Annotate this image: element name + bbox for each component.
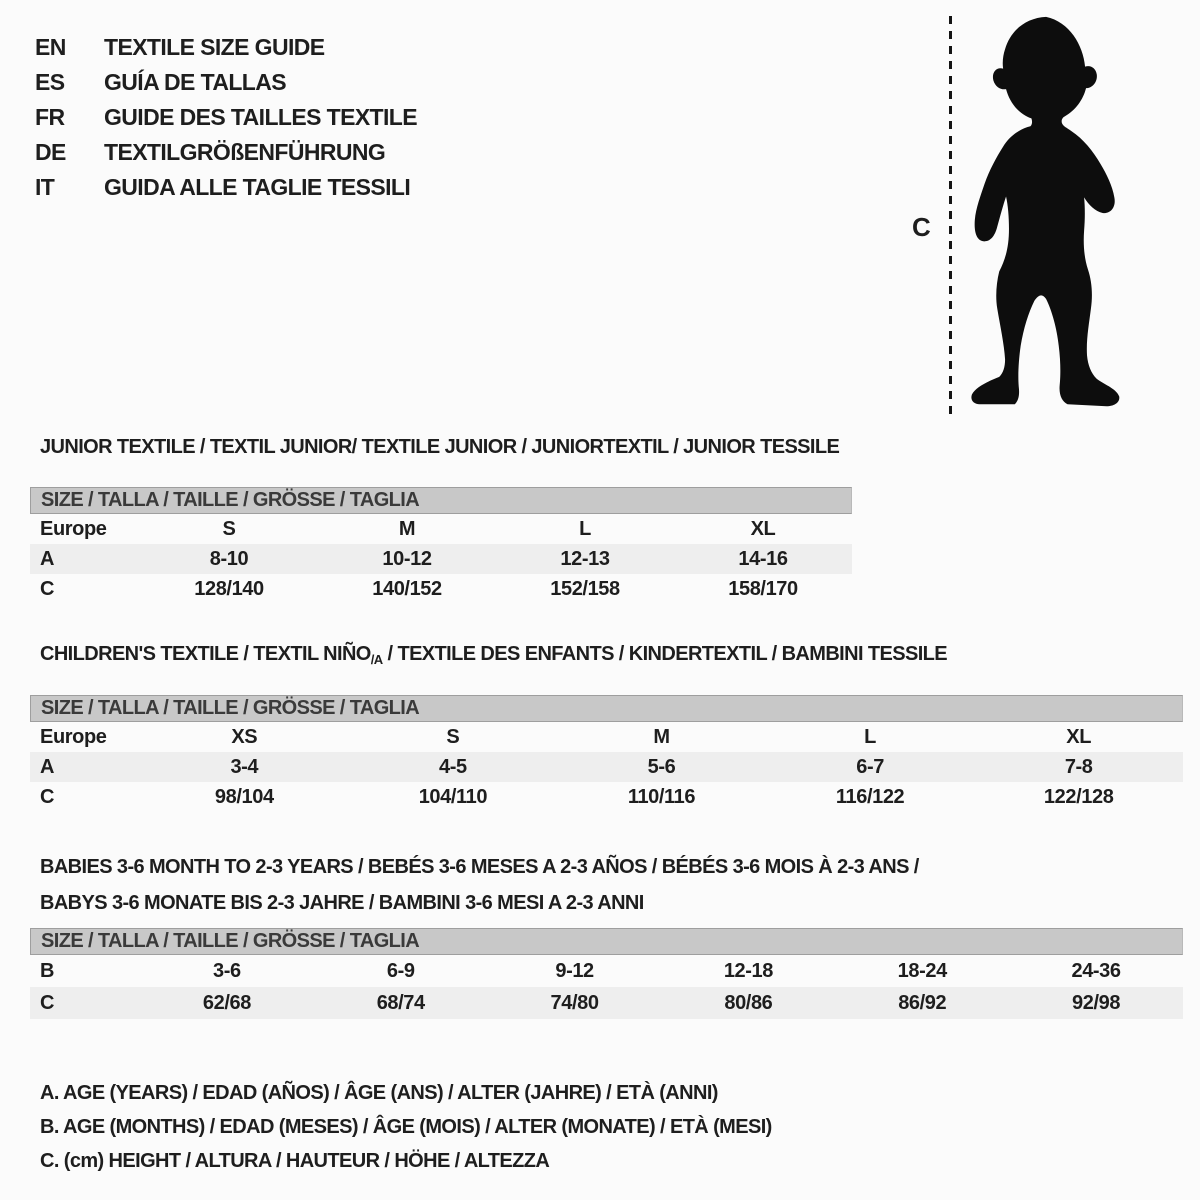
age-cell: 7-8: [1064, 755, 1093, 778]
height-cell: 140/152: [372, 577, 442, 600]
size-cell: S: [222, 517, 236, 540]
height-cell: 128/140: [194, 577, 264, 600]
row-label: Europe: [40, 725, 107, 748]
age-cell: 3-4: [230, 755, 259, 778]
height-cell: 68/74: [376, 991, 425, 1014]
language-title: GUIDA ALLE TAGLIE TESSILI: [104, 174, 411, 200]
age-cell: 4-5: [439, 755, 467, 778]
language-title: TEXTILE SIZE GUIDE: [104, 34, 325, 60]
height-measure-label: C: [912, 212, 931, 242]
height-cell: 110/116: [627, 785, 696, 808]
language-title: TEXTILGRÖßENFÜHRUNG: [104, 139, 386, 165]
age-cell: 6-9: [386, 959, 415, 982]
height-cell: 104/110: [418, 785, 488, 808]
language-code: IT: [35, 174, 55, 200]
age-cell: 5-6: [647, 755, 676, 778]
language-row-fr: [35, 100, 417, 135]
language-code: DE: [35, 139, 66, 165]
height-cell: 86/92: [898, 991, 947, 1014]
age-cell: 8-10: [209, 547, 249, 570]
table-row-europe: [30, 514, 852, 544]
language-list: [35, 30, 417, 205]
children-size-table: [30, 695, 1183, 812]
children-title-post: / TEXTILE DES ENFANTS / KINDERTEXTIL / BAMBINI TESSILE: [382, 643, 948, 665]
language-code: FR: [35, 104, 65, 130]
row-label: Europe: [40, 517, 107, 540]
age-cell: 24-36: [1071, 959, 1121, 982]
language-row-es: [35, 65, 417, 100]
row-label: C: [40, 577, 55, 600]
babies-size-table: [30, 928, 1183, 1019]
age-cell: 12-13: [560, 547, 610, 570]
children-section-title: [40, 643, 947, 667]
children-size-header-bar: SIZE / TALLA / TAILLE / GRÖSSE / TAGLIA: [30, 695, 1183, 722]
row-label: A: [40, 755, 55, 778]
junior-section-title: JUNIOR TEXTILE / TEXTIL JUNIOR/ TEXTILE JUNIOR / JUNIORTEXTIL / JUNIOR TESSILE: [40, 436, 840, 458]
size-cell: S: [446, 725, 460, 748]
table-row-age-years: [30, 752, 1183, 782]
children-title-sub: /A: [370, 652, 383, 667]
babies-size-header-bar: SIZE / TALLA / TAILLE / GRÖSSE / TAGLIA: [30, 928, 1183, 955]
age-cell: 18-24: [897, 959, 947, 982]
size-cell: L: [864, 725, 876, 748]
height-cell: 98/104: [214, 785, 274, 808]
language-title: GUÍA DE TALLAS: [104, 69, 286, 95]
height-cell: 62/68: [202, 991, 251, 1014]
size-cell: L: [579, 517, 591, 540]
babies-title-line2: BABYS 3-6 MONATE BIS 2-3 JAHRE / BAMBINI 3-6 MESI A 2-3 ANNI: [40, 892, 644, 914]
table-row-europe: [30, 722, 1183, 752]
row-label: A: [40, 547, 55, 570]
height-cell: 122/128: [1043, 785, 1114, 808]
height-cell: 152/158: [550, 577, 620, 600]
language-row-de: [35, 135, 417, 170]
age-cell: 6-7: [856, 755, 884, 778]
junior-size-header-bar: SIZE / TALLA / TAILLE / GRÖSSE / TAGLIA: [30, 487, 852, 514]
legend-line-a: A. AGE (YEARS) / EDAD (AÑOS) / ÂGE (ANS) / ALTER (JAHRE) / ETÀ (ANNI): [40, 1082, 718, 1104]
height-cell: 74/80: [550, 991, 599, 1014]
age-cell: 14-16: [738, 547, 788, 570]
row-label: C: [40, 991, 55, 1014]
size-cell: M: [398, 517, 416, 540]
babies-section-title: [40, 849, 919, 921]
size-cell: M: [653, 725, 670, 748]
height-cell: 116/122: [835, 785, 905, 808]
language-row-en: [35, 30, 417, 65]
junior-size-table: [30, 487, 852, 604]
table-row-height-cm: [30, 574, 852, 604]
table-row-age-years: [30, 544, 852, 574]
size-cell: XL: [1066, 725, 1092, 748]
age-cell: 3-6: [213, 959, 241, 982]
size-cell: XL: [750, 517, 776, 540]
language-code: EN: [35, 34, 66, 60]
legend-line-b: B. AGE (MONTHS) / EDAD (MESES) / ÂGE (MOIS) / ALTER (MONATE) / ETÀ (MESI): [40, 1116, 772, 1138]
table-row-age-months: [30, 955, 1183, 987]
measure-legend: [40, 1076, 772, 1178]
row-label: B: [40, 959, 55, 982]
table-row-height-cm: [30, 782, 1183, 812]
age-cell: 12-18: [723, 959, 773, 982]
age-cell: 10-12: [382, 547, 432, 570]
babies-title-line1: BABIES 3-6 MONTH TO 2-3 YEARS / BEBÉS 3-6 MESES A 2-3 AÑOS / BÉBÉS 3-6 MOIS À 2-3 ANS /: [40, 856, 919, 878]
row-label: C: [40, 785, 55, 808]
table-row-height-cm: [30, 987, 1183, 1019]
height-cell: 92/98: [1072, 991, 1121, 1014]
language-row-it: [35, 170, 417, 205]
toddler-silhouette-icon: [960, 14, 1136, 414]
height-cell: 80/86: [724, 991, 773, 1014]
height-measure-dashed-line: [949, 16, 952, 416]
age-cell: 9-12: [555, 959, 594, 982]
legend-line-c: C. (cm) HEIGHT / ALTURA / HAUTEUR / HÖHE / ALTEZZA: [40, 1150, 550, 1172]
language-title: GUIDE DES TAILLES TEXTILE: [104, 104, 417, 130]
height-cell: 158/170: [728, 577, 798, 600]
size-cell: XS: [231, 725, 258, 748]
language-code: ES: [35, 69, 65, 95]
children-title-pre: CHILDREN'S TEXTILE / TEXTIL NIÑO: [40, 643, 371, 665]
